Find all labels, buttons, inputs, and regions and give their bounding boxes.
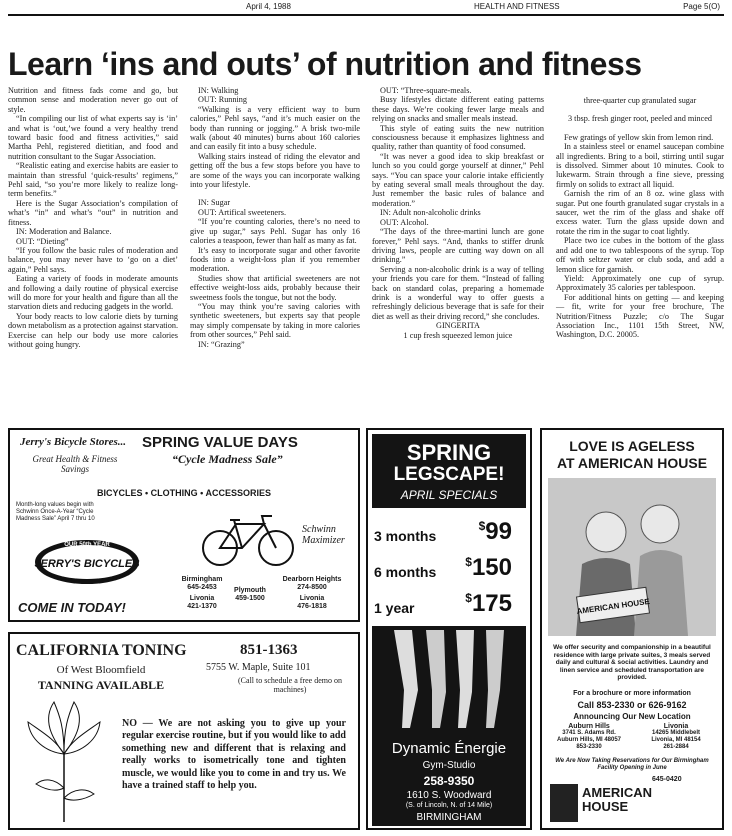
american-house-logo: AMERICAN HOUSE xyxy=(582,785,653,814)
paragraph: “Realistic eating and exercise habits are easier to maintain than stressful ‘quick-results’ regimens,” Pehl said, “so you’re more likely to realize long-term benefits.” xyxy=(8,161,178,199)
location-livonia: Livonia 14265 Middlebelt Livonia, MI 48154 261-2884 xyxy=(651,723,701,750)
page-header xyxy=(8,0,724,16)
legs-illustration xyxy=(382,630,516,730)
subhead-in: IN: Moderation and Balance. xyxy=(16,227,112,237)
jerrys-logo xyxy=(32,530,142,590)
location-birmingham: Birmingham 645-2453 xyxy=(181,576,223,591)
ingredient: 1 cup fresh squeezed lemon juice xyxy=(403,330,513,340)
bicycle-store-ad xyxy=(8,428,360,622)
couple-photo xyxy=(548,478,716,636)
recipe-title: GINGERITA xyxy=(436,321,480,331)
paragraph: This style of eating suits the new nutrition consciousness because it emphasizes lightness and quality, rather than quantity of food consumed. xyxy=(372,123,544,152)
location-plymouth: Plymouth 459-1500 xyxy=(234,587,266,602)
ad-headline: LOVE IS AGELESS AT AMERICAN HOUSE xyxy=(556,438,708,471)
article-column-4 xyxy=(556,86,724,340)
ingredient: 3 tbsp. fresh ginger root, peeled and minced xyxy=(568,114,712,124)
american-house-logo-mark xyxy=(550,784,578,822)
new-location: Announcing Our New Location xyxy=(573,712,691,721)
location-livonia: Livonia 421-1370 xyxy=(187,595,217,610)
ad-headline: SPRING VALUE DAYS xyxy=(142,434,298,451)
paragraph: Nutrition and fitness fads come and go, but common sense and moderation never go out of style. xyxy=(8,86,178,114)
business-phone: 851-1363 xyxy=(240,642,298,658)
gym-phone: 258-9350 xyxy=(423,774,475,788)
paragraph: “If you’re counting calories, there’s no need to give up sugar,” says Pehl. Sugar has only 16 calories a teaspoon, fewer than half as many as fat. xyxy=(190,217,360,246)
gym-name: Dynamic Énergie xyxy=(391,740,507,757)
gym-cross-streets: (S. of Lincoln, N. of 14 Mile) xyxy=(405,802,493,809)
recipe-step: Garnish the rim of an 8 oz. wine glass with sugar. Put one fourth granulated sugar crystals in a saucer, wet the rim of the glass and shake off excess water. Turn the glass upside down and rotate the rim in the sugar to coat lightly. xyxy=(556,189,724,236)
subhead-out: OUT: Alcohol. xyxy=(380,217,429,227)
gym-address: 1610 S. Woodward xyxy=(406,790,492,801)
product-list: BICYCLES • CLOTHING • ACCESSORIES xyxy=(97,488,271,498)
price-1-year: 1 year $175 xyxy=(374,590,512,617)
contact-phone: Call 853-2330 or 626-9162 xyxy=(577,700,687,710)
article-column-3 xyxy=(372,86,544,340)
business-address: 5755 W. Maple, Suite 101 xyxy=(206,662,311,673)
gym-city: BIRMINGHAM xyxy=(416,812,482,823)
logo-tag: OUR 50th YEAR xyxy=(64,542,110,548)
subhead-out: OUT: “Dieting” xyxy=(16,236,69,246)
article-headline: Learn ‘ins and outs’ of nutrition and fitness xyxy=(8,46,642,82)
reservations-phone: 645-0420 xyxy=(652,776,682,783)
recipe-step: In a stainless steel or enamel saucepan combine all ingredients. Bring to a boil, stirring until sugar is dissolved. Simmer about 10 minutes. Cook to lukewarm. Strain through a fine sieve, pressing firmly on solids to extract all liquid. xyxy=(556,142,724,189)
bicycle-illustration xyxy=(200,508,296,568)
paragraph: Your body reacts to low calorie diets by turning down metabolism as a protection against starvation. Exercise can help our body use more calories without going hungry. xyxy=(8,311,178,349)
couple-illustration xyxy=(548,478,716,636)
store-name: Jerry's Bicycle Stores... xyxy=(20,436,127,448)
paragraph: Studies show that artificial sweeteners are not effective weight-loss aids, probably because their sweetness fools the tongue, but not the body. xyxy=(190,273,360,302)
title-spring: SPRING xyxy=(406,440,492,465)
price-6-months: 6 months $150 xyxy=(374,554,512,581)
paragraph: “The days of the three-martini lunch are gone forever,” Pehl says. “And, thanks to stiffer drunk driving laws, people are cutting way down on all drinking.” xyxy=(372,227,544,265)
lily-illustration xyxy=(24,698,104,822)
location-livonia-2: Livonia 476-1818 xyxy=(297,595,327,610)
paragraph: It’s easy to incorporate sugar and other favorite foods into a weight-loss plan if you remember moderation. xyxy=(190,245,360,274)
article-column-2 xyxy=(190,86,360,349)
ad-cta: COME IN TODAY! xyxy=(18,600,126,615)
location-dearborn: Dearborn Heights 274-8500 xyxy=(282,576,342,591)
subhead-in: IN: “Grazing” xyxy=(198,339,245,349)
price-3-months: 3 months $99 xyxy=(374,518,512,545)
paragraph: “In compiling our list of what experts say is ‘in’ and what is ‘out,’we found a very healthy trend toward basic food and fitness activities,” said Martha Pehl, registered dietitian, and food and nutrition consultant to the Sugar Association. xyxy=(8,114,178,161)
california-toning-ad xyxy=(8,632,360,830)
paragraph: “You may think you’re saving calories with synthetic sweeteners, but experts say that people may simply compensate by taking in more calories from other sources,” Pehl said. xyxy=(190,301,360,340)
recipe-step: Place two ice cubes in the bottom of the glass and add one to two tablespoons of the syrup. Top off with seltzer water or club soda, and add a lemon slice for garnish. xyxy=(556,236,724,274)
article-column-1 xyxy=(8,86,178,349)
legscape-banner xyxy=(372,434,526,508)
paragraph: “Walking is a very efficient way to burn calories,” Pehl says, “and it’s much easier on the body than running or jogging.” A brisk two-mile walk (about 40 minutes) burns about 160 calories and can easily fit into a busy schedule. xyxy=(190,104,360,152)
bike-brand: Schwinn Maximizer xyxy=(302,524,345,546)
brochure-line: For a brochure or more information xyxy=(573,690,691,697)
paragraph: For additional hints on getting — and keeping — fit, write for your free brochure, The Nutrition/Fitness Puzzle; c/o The Sugar Association Inc., 1101 15th Street, NW, Washington, D.C. 20005. xyxy=(556,292,724,340)
paragraph: Here is the Sugar Association’s compilation of what’s “in” and what’s “out” in nutrition and fitness. xyxy=(8,198,178,227)
american-house-ad xyxy=(540,428,724,830)
paragraph: “It was never a good idea to skip breakfast or lunch so you could gorge yourself at dinner,” Pehl says. “You can space your calorie intake efficiently by eating several small meals throughout the day. Just remember the basic rules of balance and moderation.” xyxy=(372,151,544,208)
reservations-note: We Are Now Taking Reservations for Our Birmingham Facility Opening in June xyxy=(555,758,709,771)
page-number: Page 5(O) xyxy=(683,2,720,11)
recipe-yield: Yield: Approximately one cup of syrup. Approximately 35 calories per tablespoon. xyxy=(556,273,724,293)
promo-note: Month-long values begin with Schwinn Once-A-Year “Cycle Madness Sale” April 7 thru 10 xyxy=(16,502,95,522)
subhead-in: IN: Adult non-alcoholic drinks xyxy=(380,208,481,218)
paragraph: Eating a variety of foods in moderate amounts and following a daily routine of physical exercise will do more for your health and figure than all the starvation diets and reducing gadgets in the world. xyxy=(8,274,178,312)
ad-body: We offer security and companionship in a beautiful residence with large private suites, 3 meals served daily and cultural & social activities. Laundry and linen service and scheduled transportation are provided. xyxy=(553,644,711,682)
subhead-out: OUT: “Three-square-meals. xyxy=(380,86,472,95)
title-specials: APRIL SPECIALS xyxy=(400,488,498,502)
subhead-out: OUT: Running xyxy=(198,95,247,105)
location-auburn-hills: Auburn Hills 3741 S. Adams Rd. Auburn Hills, MI 48057 853-2330 xyxy=(556,723,622,750)
business-location: Of West Bloomfield xyxy=(56,664,146,676)
paragraph: Serving a non-alcoholic drink is a way of telling your friends you care for them. “Instead of falling back on standard colas, preparing a homemade drink is a wonderful way to offer guests a refreshingly delicious beverage that is safe for their diet as well as their driving record,” she concludes. xyxy=(372,264,544,321)
paragraph: “If you follow the basic rules of moderation and balance, you may never have to ‘go on a diet’ again,” Pehl says. xyxy=(8,245,178,274)
logo-text: JERRY'S BICYCLES xyxy=(34,558,140,570)
subhead-out: OUT: Artifical sweeteners. xyxy=(198,207,287,217)
subhead-in: IN: Walking xyxy=(198,86,239,95)
demo-note: (Call to schedule a free demo on machines) xyxy=(238,676,342,694)
ingredient: three-quarter cup granulated sugar xyxy=(583,96,697,105)
legs-photo-panel xyxy=(372,626,526,826)
ad-subhead: “Cycle Madness Sale” xyxy=(172,452,283,466)
tanning-tagline: TANNING AVAILABLE xyxy=(37,678,165,692)
subhead-in: IN: Sugar xyxy=(198,198,231,208)
issue-date: April 4, 1988 xyxy=(246,2,291,11)
photo-sign: AMERICAN HOUSE xyxy=(576,596,651,617)
section-name: HEALTH AND FITNESS xyxy=(474,2,560,11)
gym-studio: Gym-Studio xyxy=(422,760,476,771)
legscape-ad xyxy=(366,428,532,830)
ad-body: NO — We are not asking you to give up your regular exercise routine, but if you would like to add something new and different that is relaxing and really works to isometrically tone and tighten muscle, we would like you to come in and try us. We have a trained staff to help you. xyxy=(122,718,346,792)
ingredient: Few gratings of yellow skin from lemon rind. xyxy=(564,132,714,142)
ad-tagline: Great Health & Fitness Savings xyxy=(32,454,118,474)
paragraph: Walking stairs instead of riding the elevator and getting off the bus a few stops before you have to are some of the ways you can incorporate walking into your lifestyle. xyxy=(190,151,360,190)
title-legscape: LEGSCAPE! xyxy=(393,464,505,485)
paragraph: Busy lifestyles dictate different eating patterns these days. We’re cooking fewer large meals and relying on snacks and smaller meals instead. xyxy=(372,95,544,124)
business-name: CALIFORNIA TONING xyxy=(16,642,187,659)
